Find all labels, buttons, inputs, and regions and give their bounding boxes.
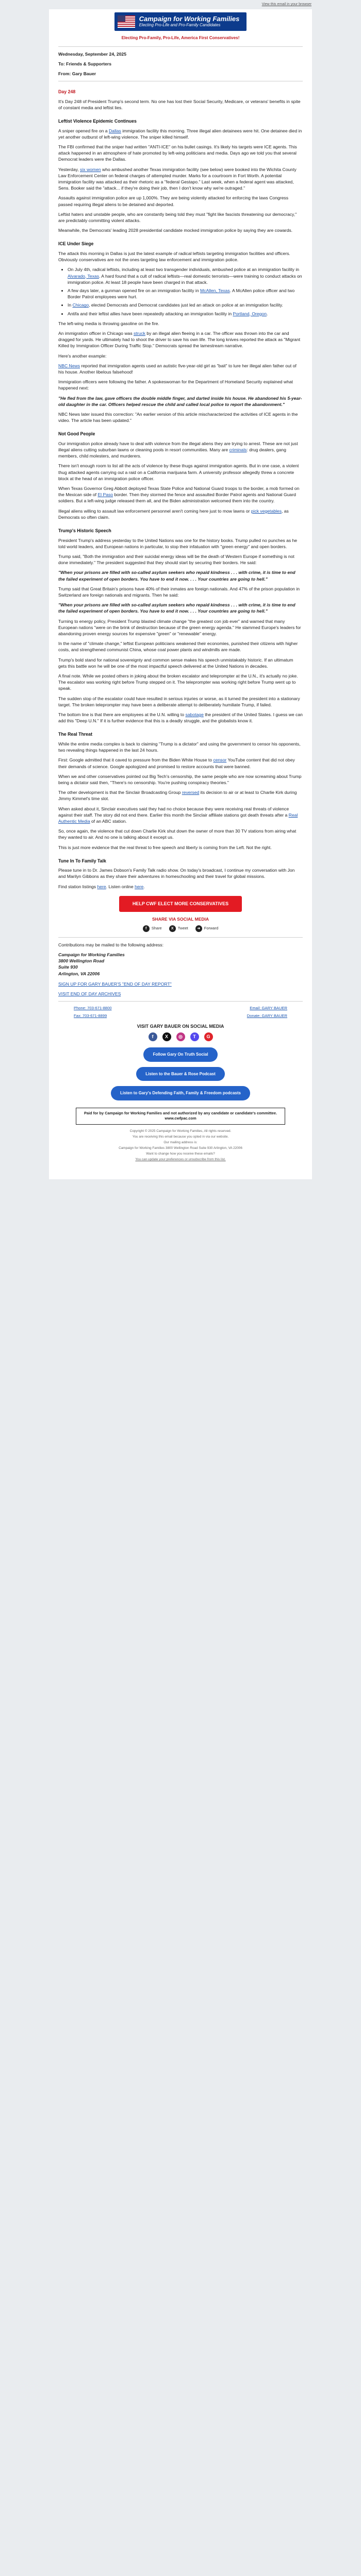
section-heading-not-good-people: Not Good People (58, 431, 95, 437)
topbar (0, 0, 361, 9)
paragraph: So, once again, the violence that cut down Charlie Kirk shut down the owner of more than 30 TV stations from airing what they wanted to air. And no one is talking about it except us. (58, 828, 297, 840)
address-line: Arlington, VA 22006 (58, 971, 100, 976)
nbc-news-link[interactable]: NBC News (58, 363, 80, 368)
section-heading-ice: ICE Under Siege (58, 241, 94, 247)
paragraph: In the name of "climate change," leftist European politicians weakened their economies, punished their citizens with higher costs, and strengthened communist China, whose coal power plants and windmills are made. (58, 641, 298, 653)
paragraph: The bottom line is that there are employees at the U.N. willing to sabotage the president of the United States. I guess we can add this "Deep U.N." If it is further evidence that this is a deadly struggle, and the globalists know it. (58, 712, 303, 724)
list-item: • Antifa and their leftist allies have been repeatedly attacking an immigration facility in Portland, Oregon. (68, 311, 303, 317)
tagline: Electing Pro-Family, Pro-Life, America First Conservatives! (121, 35, 240, 40)
paragraph: Our immigration police already have to deal with violence from the illegal aliens they are trying to arrest. These are not just illegal aliens cutting suburban lawns or cleaning pools in resort communities. Many are criminals: drug dealers, gang members, child molesters, and murderers. (58, 440, 298, 459)
paragraph: While the entire media complex is back to claiming "Trump is a dictator" and using the government to censor his opponents, two revealing things happened in the last 24 hours. (58, 741, 301, 753)
portland-link[interactable]: Portland, Oregon (233, 311, 267, 316)
chicago-link[interactable]: Chicago (72, 302, 89, 308)
change-label: Want to change how you receive these emails? (146, 1151, 215, 1156)
cta-wrap (58, 896, 303, 912)
criminals-link[interactable]: criminals (229, 447, 247, 453)
bauer-rose-podcast-button[interactable]: Listen to the Bauer & Rose Podcast (136, 1067, 225, 1081)
archives-paragraph (58, 991, 303, 997)
archives-link[interactable]: VISIT END OF DAY ARCHIVES (58, 991, 121, 996)
paragraph: Immigration officers were following the father. A spokeswoman for the Department of Homeland Security explained what happened next: (58, 379, 293, 391)
list-item: • On July 4th, radical leftists, including at least two transgender individuals, ambushed police at an immigration facility in Alvarado, Texas. A hard found that a cult of radical leftists—real domestic terrorists—were training to conduct attacks on immigration police. At least 18 people have been charged in that attack. (68, 266, 303, 285)
paragraph: This is just more evidence that the real threat to free speech and liberty is coming from the Left. Not the right. (58, 844, 272, 850)
paragraph: Turning to energy policy, President Trump blasted climate change "the greatest con job ever" and warned that many European nations "were on the brink of destruction because of the green energy agenda." He slammed Europe's leaders for abandoning proven energy sources for expensive "green" or "renewable" energy. (58, 618, 301, 636)
paragraph: Yesterday, six women who ambushed another Texas immigration facility (see below) were booked into the Wichita County Law Enforcement Center on federal charges of attempted murder. Marks for a courtroom in Fort Worth. A potential immigration facility was attacked as their rhetoric as a "federal Gestapo." Last week, when a federal agent was attacked, Sens. Booker said the "attack... if they're doing their job, then I don't know why we're outraged." (58, 166, 297, 191)
pill-wrap (58, 1086, 303, 1100)
truth-icon[interactable]: T (190, 1032, 199, 1041)
meta-block (58, 51, 303, 77)
share-tweet-button[interactable]: X Tweet (169, 925, 188, 932)
to-line: To: Friends & Supporters (58, 61, 111, 66)
section-heading-real-threat: The Real Threat (58, 732, 92, 737)
american-flag-icon (118, 15, 135, 28)
view-in-browser-link[interactable]: View this email in your browser (261, 3, 311, 6)
facebook-icon[interactable]: f (149, 1032, 157, 1041)
facebook-icon: f (143, 925, 150, 932)
donate-cta-button[interactable]: HELP CWF ELECT MORE CONSERVATIVES (119, 896, 242, 912)
paragraph: Please tune in to Dr. James Dobson's Family Talk radio show. On today's broadcast, I continue my conversation with Jon and Marilyn Gibbons as they share their adventures in homeschooling and their travel for global missions. (58, 868, 295, 879)
paragraph: Trump said that Great Britain's prisons have 40% of their inmates are foreign nationals. And 47% of the prison population in Switzerland are foreign nationals and migrants. Then he said: (58, 586, 300, 598)
preferences-paragraph (58, 1157, 303, 1162)
signup-link[interactable]: SIGN UP FOR GARY BAUER'S "END OF DAY REPORT" (58, 981, 172, 987)
mailing-intro: Contributions may be mailed to the following address: (58, 942, 163, 947)
alvarado-link[interactable]: Alvarado, Texas (68, 273, 99, 279)
pick-vegetables-link[interactable]: pick vegetables (251, 508, 282, 514)
paragraph: The sudden stop of the escalator could have resulted in serious injuries or worse, as it turned the president into a stationary target. The broken teleprompter may have been a deliberate attempt to deliberately humiliate Trump, if failed. (58, 696, 300, 707)
banner-line2: Electing Pro-Life and Pro-Family Candidates (139, 22, 221, 27)
section-heading-family-talk: Tune In To Family Talk (58, 858, 106, 863)
contact-row-2 (74, 1013, 287, 1019)
attack-list (68, 266, 303, 316)
divider (58, 46, 303, 47)
trump-quote-1: "When your prisons are filled with so-called asylum seekers who repaid kindness . . . with crime, it is time to end the failed experiment of open borders. You have to end it now. . . . Your countries are going to hell." (58, 570, 296, 582)
paragraph: Find station listings here. Listen online here. (58, 884, 145, 889)
el-paso-link[interactable]: El Paso (97, 492, 113, 498)
defending-faith-podcast-button[interactable]: Listen to Gary's Defending Faith, Family & Freedom podcasts (111, 1086, 250, 1100)
org-name: Campaign for Working Families (58, 952, 125, 957)
sabotage-link[interactable]: sabotage (185, 712, 204, 718)
truth-social-button[interactable]: Follow Gary On Truth Social (143, 1047, 217, 1061)
paragraph: When Texas Governor Greg Abbott deployed Texas State Police and National Guard troops to the border, a mob formed on the Mexican side of El Paso border. Then they stormed the fence and assaulted Border Patrol agents and National Guard soldiers. But a left-wing judge released them all, and the Biden administration welcomed them into the country. (58, 486, 300, 504)
mcallen-link[interactable]: McAllen, Texas (200, 287, 230, 293)
pill-wrap (58, 1067, 303, 1081)
gettr-icon[interactable]: G (204, 1032, 213, 1041)
share-title: SHARE VIA SOCIAL MEDIA (152, 916, 209, 922)
header-banner-wrap (58, 9, 303, 31)
divider (58, 1001, 303, 1002)
paid-for-disclaimer: Paid for by Campaign for Working Families and not authorized by any candidate or candidate's committee. www.cwfpac.com (76, 1108, 285, 1125)
address-line: 3800 Wellington Road (58, 958, 105, 964)
section-heading-violence: Leftist Violence Epidemic Continues (58, 118, 137, 124)
paragraph: When we and other conservatives pointed out Big Tech's censorship, the same people who are now screaming about Trump being a dictator said then, "There's no censorship. You're pushing conspiracy theories." (58, 773, 302, 785)
struck-link[interactable]: struck (134, 330, 145, 336)
forward-icon: ➜ (195, 925, 202, 932)
pill-wrap (58, 1047, 303, 1061)
dallas-link[interactable]: Dallas (108, 128, 121, 133)
copyright: Copyright © 2025 Campaign for Working Families, All rights reserved. (129, 1129, 232, 1133)
share-facebook-button[interactable]: f Share (143, 925, 162, 932)
reversed-link[interactable]: reversed (182, 790, 200, 795)
share-forward-button[interactable]: ➜ Forward (195, 925, 219, 932)
preferences-link[interactable]: You can update your preferences or unsubscribe from this list. (135, 1158, 226, 1162)
mailing-label: Our mailing address is: (163, 1140, 198, 1144)
paragraph: A sniper opened fire on a Dallas immigration facility this morning. Three illegal alien detainees were hit. One detainee died in yet another outburst of left-wing violence. The sniper killed himself. (58, 128, 302, 140)
paragraph: Illegal aliens willing to assault law enforcement personnel aren't coming here just to mow lawns or pick vegetables, as Democrats so often claim. (58, 508, 289, 520)
day-heading: Day 248 (58, 89, 76, 95)
paragraph: There isn't enough room to list all the acts of violence by these thugs against immigration agents. But in one case, a violent thug attacked agents carrying out a raid on a California marijuana farm. A university professor allegedly threw a concrete block at the head of an immigration police officer. (58, 463, 299, 481)
mailing-value: Campaign for Working Families 3800 Wellington Road Suite 930 Arlington, VA 22006 (119, 1146, 242, 1150)
paragraph: The FBI confirmed that the sniper had written "ANTI-ICE" on his bullet casings. It's likely his targets were ICE agents. This attack happened in an atmosphere of hate promoted by left-wing politicians and media. Days ago we told you that several Democrat leaders were the Dallas. (58, 144, 297, 162)
paragraph: Meanwhile, the Democrats' leading 2028 presidential candidate mocked immigration police by saying they are cowards. (58, 228, 293, 233)
email-gary-link[interactable]: Email: GARY BAUER (250, 1006, 287, 1011)
paragraph: Assaults against immigration police are up 1,000%. They are being violently attacked for enforcing the laws Congress passed requiring illegal aliens to be detained and deported. (58, 195, 289, 207)
contact-row-1 (74, 1006, 287, 1011)
donate-gary-link[interactable]: Donate: GARY BAUER (247, 1013, 287, 1018)
share-row (58, 925, 303, 932)
paragraph: Leftist haters and unstable people, who are constantly being told they must "fight like fascists threatening our democracy," are predictably committing violent attacks. (58, 211, 297, 223)
paragraph: Trump said, "Both the immigration and their suicidal energy ideas will be the death of Western Europe if something is not done immediately." The president suggested that they should start by securing their borders. He said: (58, 553, 294, 566)
listen-online-link[interactable]: here (135, 884, 144, 889)
six-women-link[interactable]: six women (80, 166, 101, 172)
email-body (49, 9, 312, 1179)
list-item: • A few days later, a gunman opened fire on an immigration facility in McAllen, Texas. A McAllen police officer and two Border Patrol employees were hurt. (68, 287, 303, 300)
mailing-address (58, 952, 303, 977)
header-banner (114, 12, 247, 31)
address-line: Suite 930 (58, 964, 78, 970)
social-title: VISIT GARY BAUER ON SOCIAL MEDIA (137, 1023, 224, 1029)
section-heading-speech: Trump's Historic Speech (58, 528, 111, 534)
paragraph: NBC News later issued this correction: "An earlier version of this article mischaracterized the activities of ICE agents in the video. The article has been updated." (58, 411, 298, 423)
intro-text: It's Day 248 of President Trump's second term. No one has lost their Social Security, Medicare, or veterans' benefits in spite of constant media and leftist lies. (58, 98, 301, 110)
legal-footer (58, 1129, 303, 1173)
social-row (58, 1032, 303, 1041)
date: Wednesday, September 24, 2025 (58, 51, 126, 57)
list-item: • In Chicago, elected Democrats and Democrat candidates just led an attack on police at an immigration facility. (68, 302, 303, 308)
instagram-icon[interactable]: ◎ (176, 1032, 185, 1041)
station-listings-link[interactable]: here (97, 884, 106, 889)
x-icon: X (169, 925, 176, 932)
paragraph: Trump's bold stand for national sovereignty and common sense makes his speech unmistakably historic. If an ultimatum gets this battle won he will be one of the most impactful speech delivered at the United Nations in decades. (58, 657, 293, 669)
banner-line1: Campaign for Working Families (139, 15, 240, 23)
paragraph: Here's another example: (58, 353, 107, 359)
dhs-quote: "He fled from the law, gave officers the double middle finger, and darted inside his house. He abandoned his 5-year-old daughter in the car. Officers helped rescue the child and called local police to report the abandonment." (58, 395, 302, 407)
fax-link[interactable]: Fax: 703-671-8899 (74, 1013, 107, 1018)
trump-quote-2: "When your prisons are filled with so-called asylum seekers who repaid kindness . . . with crime, it is time to end the failed experiment of open borders. You have to end it now. . . . Your countries are going to hell." (58, 602, 296, 614)
paragraph: First: Google admitted that it caved to pressure from the Biden White House to censor YouTube content that did not obey their demands of science. Google apologized and promised to restore accounts that were banned. (58, 757, 295, 769)
censor-link[interactable]: censor (213, 757, 227, 763)
x-icon[interactable]: X (162, 1032, 171, 1041)
paragraph: An immigration officer in Chicago was struck by an illegal alien fleeing in a car. The officer was thrown into the car and dragged for yards. He ultimately had to shoot the driver to save his own life. The long knives reported the attack as "Migrant Killed by Immigration Officer During Traffic Stop." Democrats spread the lamestream narrative. (58, 330, 301, 349)
from-line: From: Gary Bauer (58, 71, 96, 76)
divider (58, 937, 303, 938)
paragraph: A final note. While we posted others in joking about the broken escalator and teleprompter at the U.N., it's actually no joke. The escalator was working right before Trump stepped on it. The teleprompter was working right before Trump went up to speak. (58, 673, 298, 691)
paragraph: NBC News reported that immigration agents used an autistic five-year-old girl as "bait" to lure her illegal alien father out of his house. Another libelous falsehood! (58, 363, 297, 375)
banner-text (139, 15, 240, 27)
paragraph: The attack this morning in Dallas is just the latest example of radical leftists targeting immigration facilities and officers. Obviously conservatives are not the ones targeting law enforcement and immigration police. (58, 250, 290, 263)
paragraph: The left-wing media is throwing gasoline on the fire. (58, 320, 159, 326)
paragraph: The other development is that the Sinclair Broadcasting Group reversed its decision to air or at least to Charlie Kirk during Jimmy Kimmel's time slot. (58, 790, 297, 802)
signup-paragraph (58, 981, 303, 987)
phone-link[interactable]: Phone: 703-671-8800 (74, 1006, 112, 1011)
opt-in-reason: You are receiving this email because you opted in via our website. (132, 1134, 229, 1139)
media-link[interactable]: Real Authentic Media (58, 812, 298, 824)
paragraph: President Trump's address yesterday to the United Nations was one for the history books. Trump pulled no punches as he told world leaders, and European nations in particular, to stop their infatuation with "green energy" and open borders. (58, 537, 298, 549)
paragraph: When asked about it, Sinclair executives said they had no choice because they were receiving real threats of violence against their staff. The story did not end there. Earlier this month the Sinclair affiliate stations got death threats after a Real Authentic Media of an ABC station. (58, 806, 298, 824)
